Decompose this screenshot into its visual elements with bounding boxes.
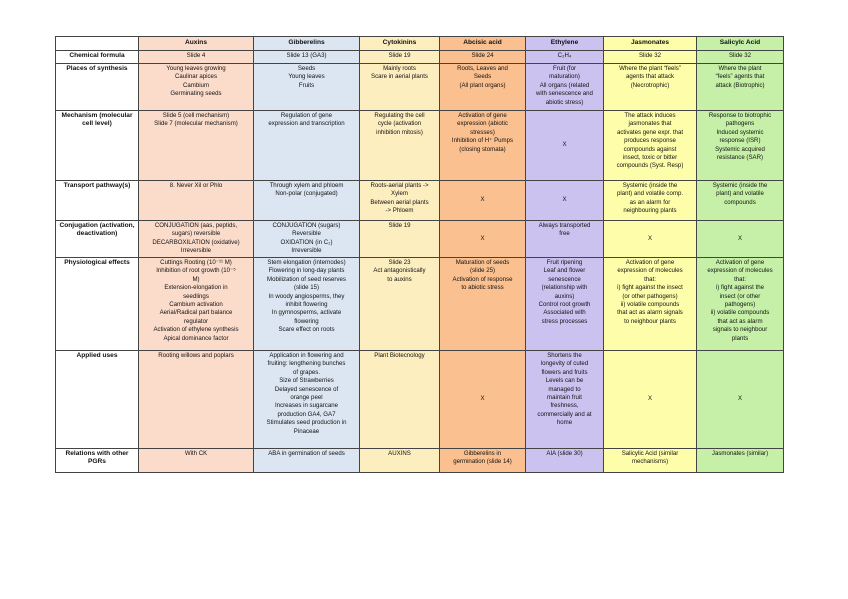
cell-line: In gymnosperms, activate: [271, 309, 342, 317]
cell-line: stresses): [470, 128, 495, 136]
cell-line: of grapes.: [292, 368, 321, 376]
cell-line: Regulation of gene: [280, 112, 333, 119]
table-row: [56, 111, 784, 181]
table-cell: [604, 449, 697, 473]
cell-line: Scare in aerial plants: [371, 73, 428, 81]
cell-line: Roots-aerial plants ->: [370, 182, 429, 189]
cell-line: Salicylic Acid (similar: [621, 450, 679, 457]
cell-line: Activation of response: [452, 275, 513, 283]
cell-line: (slide 15): [293, 284, 320, 292]
cell-line: OXIDATION (in C₂): [280, 238, 333, 246]
cell-line: commercially and at: [537, 410, 592, 418]
cell-line: managed to: [548, 385, 581, 393]
table-cell: [697, 64, 784, 111]
table-cell: [526, 449, 604, 473]
cell-line: All organs (related: [539, 81, 590, 89]
table-row: [56, 221, 784, 258]
row-header: Places of synthesis: [56, 64, 139, 111]
cell-line: that:: [734, 275, 746, 283]
table-cell: [360, 449, 440, 473]
cell-line: Where the plant “feels”: [619, 65, 681, 72]
table-cell: [604, 181, 697, 221]
table-cell: [604, 258, 697, 351]
cell-line: Slide 19: [388, 222, 411, 229]
table-cell: [526, 351, 604, 449]
cell-line: “feels” agents that: [715, 73, 765, 81]
table-cell: [139, 51, 254, 64]
cell-line: Reversible: [292, 230, 321, 238]
cell-line: Systemic (inside the: [622, 182, 678, 189]
cell-line: agents that attack: [625, 73, 675, 81]
cell-line: Delayed senescence of: [274, 385, 339, 393]
table-row: [56, 181, 784, 221]
cell-line: Act antagonistically: [373, 267, 426, 275]
cell-line: Systemic acquired: [715, 145, 765, 153]
cell-line: sugars) reversible: [171, 230, 221, 238]
cell-line: regulator: [183, 317, 209, 325]
cell-line: X: [647, 395, 653, 403]
table-cell: [526, 111, 604, 181]
cell-line: produces response: [624, 137, 676, 145]
table-cell: [139, 258, 254, 351]
cell-line: Caulinar apices: [174, 73, 217, 81]
cell-line: plant) and volatile comp.: [616, 190, 684, 198]
table-cell: [254, 51, 360, 64]
cell-line: Control root growth: [538, 301, 591, 309]
cell-line: expression of molecules: [707, 267, 773, 275]
cell-line: Aerial/Radical part balance: [159, 309, 233, 317]
cell-line: In woody angiosperms, they: [268, 292, 345, 300]
column-header-gibberelins: Gibberelins: [254, 37, 360, 51]
table-cell: [440, 258, 526, 351]
cell-line: Jasmonates (similar): [711, 450, 769, 457]
table-cell: [360, 181, 440, 221]
cell-line: X: [480, 196, 485, 204]
cell-line: Irreversible: [291, 247, 322, 255]
table-cell: [440, 111, 526, 181]
cell-line: Shortens the: [547, 352, 582, 359]
table-row: [56, 351, 784, 449]
table-body: [56, 51, 784, 473]
cell-line: 8. Never Xil or Phlo: [169, 182, 223, 189]
cell-line: inhibit flowering: [285, 301, 328, 309]
table-cell: [440, 221, 526, 258]
cell-line: AUXINS: [388, 450, 411, 457]
cell-line: Cambium: [182, 81, 210, 89]
cell-line: Cuttings Rooting (10⁻¹¹ M): [160, 259, 232, 266]
cell-line: Activation of gene: [625, 259, 675, 266]
table-cell: [360, 64, 440, 111]
corner-cell: [56, 37, 139, 51]
cell-line: pathogens: [725, 120, 755, 128]
cell-line: insect (or other: [719, 292, 761, 300]
cell-line: Extension-elongation in: [164, 284, 228, 292]
cell-line: Fruits: [298, 81, 315, 89]
row-header: Chemical formula: [56, 51, 139, 64]
cell-line: X: [562, 141, 567, 149]
cell-line: that act as alarm signals: [617, 309, 683, 317]
table-cell: [254, 221, 360, 258]
cell-line: Slide 19: [388, 52, 411, 59]
table-cell: [139, 221, 254, 258]
cell-line: X: [562, 196, 567, 204]
cell-line: response (ISR): [719, 137, 761, 145]
cell-line: Seeds: [297, 65, 316, 72]
table-cell: [526, 258, 604, 351]
table-cell: [697, 221, 784, 258]
table-cell: [440, 51, 526, 64]
cell-line: Size of Strawberries: [279, 377, 334, 385]
cell-line: to neighbour plants: [624, 317, 676, 325]
cell-line: Cambium activation: [169, 301, 223, 309]
table-cell: [360, 258, 440, 351]
cell-line: with senescence and: [536, 90, 593, 98]
cell-line: freshness,: [550, 402, 579, 410]
cell-line: Plant Biotecnology: [374, 352, 425, 359]
cell-line: X: [737, 234, 743, 242]
cell-line: i) fight against the insect: [617, 284, 683, 292]
cell-line: Xylem: [391, 190, 408, 198]
table-cell: [254, 64, 360, 111]
cell-line: Activation of ethylene synthesis: [153, 326, 239, 334]
table-cell: [604, 111, 697, 181]
cell-line: activates gene expr. that: [616, 128, 684, 136]
cell-line: Pinaceae: [293, 427, 320, 435]
cell-line: compounds against: [623, 145, 677, 153]
table-cell: [526, 181, 604, 221]
column-header-abcisic-acid: Abcisic acid: [440, 37, 526, 51]
table-cell: [139, 449, 254, 473]
cell-line: (slide 25): [469, 267, 496, 275]
table-cell: [139, 64, 254, 111]
cell-line: C₂H₄: [557, 52, 572, 59]
cell-line: Seeds: [473, 73, 492, 81]
cell-line: Increases in sugarcane: [274, 402, 338, 410]
cell-line: Always transported: [538, 222, 591, 229]
table-cell: [139, 181, 254, 221]
table-cell: [254, 181, 360, 221]
cell-line: Regulating the cell: [374, 112, 425, 119]
table-cell: [360, 51, 440, 64]
cell-line: Application in flowering and: [269, 352, 344, 359]
table-cell: [697, 449, 784, 473]
cell-line: Activation of gene: [458, 112, 507, 119]
cell-line: ii) volatile compounds: [710, 309, 770, 317]
cell-line: maintain fruit: [547, 394, 582, 402]
row-header: Applied uses: [56, 351, 139, 449]
table-cell: [254, 258, 360, 351]
table-cell: [697, 351, 784, 449]
cell-line: that:: [644, 275, 656, 283]
cell-line: pathogens): [724, 301, 756, 309]
column-header-jasmonates: Jasmonates: [604, 37, 697, 51]
table-row: [56, 64, 784, 111]
cell-line: X: [647, 234, 653, 242]
table-cell: [526, 221, 604, 258]
cell-line: orange peel: [290, 394, 323, 402]
row-header: Transport pathway(s): [56, 181, 139, 221]
cell-line: Inhibition of root growth (10⁻⁵: [156, 267, 236, 275]
cell-line: (or other pathogens): [622, 292, 678, 300]
cell-line: DECARBOXILATION (oxidative): [152, 238, 240, 246]
table-cell: [139, 111, 254, 181]
cell-line: mechanisms): [631, 458, 669, 466]
table-row: [56, 449, 784, 473]
cell-line: longevity of cuted: [540, 360, 589, 368]
cell-line: X: [737, 395, 743, 403]
cell-line: Scare effect on roots: [278, 326, 335, 334]
column-header-salicylic-acid: Salicylc Acid: [697, 37, 784, 51]
cell-line: germination (slide 14): [453, 458, 512, 466]
table-cell: [697, 258, 784, 351]
cell-line: Slide 13 (GA3): [286, 52, 327, 59]
cell-line: Germinating seeds: [170, 90, 222, 98]
cell-line: senescence: [548, 275, 581, 283]
cell-line: Through xylem and phloem: [269, 182, 344, 189]
cell-line: Associated with: [543, 309, 586, 317]
cell-line: Slide 4: [186, 52, 206, 59]
cell-line: (All plant organs): [459, 81, 506, 89]
cell-line: production GA4, GA7: [277, 410, 336, 418]
cell-line: Maturation of seeds: [455, 259, 510, 266]
cell-line: Induced systemic: [716, 128, 764, 136]
cell-line: expression (abiotic: [457, 120, 508, 128]
cell-line: Stem elongation (internodes): [267, 259, 346, 266]
table-cell: [440, 64, 526, 111]
cell-line: Systemic (inside the: [712, 182, 768, 189]
cell-line: ii) volatile compounds: [620, 301, 680, 309]
cell-line: cycle (activation: [377, 120, 422, 128]
cell-line: attack (Biotrophic): [715, 81, 765, 89]
table-cell: [697, 181, 784, 221]
cell-line: compounds (Syst. Resp): [616, 162, 684, 170]
cell-line: Fruit (for: [552, 65, 577, 72]
table-cell: [604, 221, 697, 258]
table-cell: [360, 351, 440, 449]
cell-line: flowers and fruits: [541, 368, 588, 376]
row-header: Conjugation (activation, deactivation): [56, 221, 139, 258]
row-header: Relations with other PGRs: [56, 449, 139, 473]
cell-line: Stimulates seed production in: [266, 419, 347, 427]
table-cell: [604, 351, 697, 449]
cell-line: signals to neighbour: [712, 326, 768, 334]
cell-line: home: [556, 419, 573, 427]
cell-line: resistance (SAR): [716, 154, 764, 162]
cell-line: Mobilization of seed reserves: [267, 275, 346, 283]
cell-line: The attack induces: [624, 112, 676, 119]
cell-line: plants: [731, 334, 749, 342]
cell-line: to auxins: [387, 275, 412, 283]
cell-line: i) fight against the: [715, 284, 765, 292]
cell-line: plant) and volatile: [716, 190, 764, 198]
cell-line: Irreversible: [180, 247, 212, 255]
cell-line: Rooting willows and poplars: [158, 352, 234, 359]
cell-line: CONJUGATION (aas, peptids,: [154, 222, 238, 229]
cell-line: to abiotic stress: [461, 284, 504, 292]
cell-line: -> Phloem: [385, 207, 414, 215]
cell-line: M): [192, 275, 200, 283]
cell-line: ABA in germination of seeds: [268, 450, 345, 457]
table-cell: [254, 111, 360, 181]
cell-line: Slide 23: [388, 259, 411, 266]
cell-line: With CK: [184, 450, 208, 457]
cell-line: Activation of gene: [715, 259, 765, 266]
table-row: [56, 51, 784, 64]
row-header: Physiological effects: [56, 258, 139, 351]
cell-line: as an alarm for: [629, 198, 671, 206]
cell-line: expression of molecules: [617, 267, 683, 275]
cell-line: stress processes: [541, 317, 588, 325]
cell-line: Response to biotrophic: [708, 112, 772, 119]
cell-line: fruiting: lengthening bunches: [267, 360, 346, 368]
cell-line: abiotic stress): [545, 98, 584, 106]
cell-line: Inhibition of H⁺ Pumps: [451, 137, 514, 145]
column-header-auxins: Auxins: [139, 37, 254, 51]
table-cell: [526, 51, 604, 64]
table-cell: [604, 64, 697, 111]
cell-line: that act as alarm: [717, 317, 763, 325]
table-cell: [440, 449, 526, 473]
table-cell: [697, 111, 784, 181]
table-cell: [697, 51, 784, 64]
cell-line: Young leaves growing: [166, 65, 226, 72]
cell-line: seedlings: [183, 292, 209, 300]
table-row: [56, 258, 784, 351]
cell-line: (Necrotrophic): [630, 81, 670, 89]
cell-line: maturation): [549, 73, 580, 81]
cell-line: flowering: [294, 317, 319, 325]
cell-line: Gibberelins in: [463, 450, 502, 457]
table-cell: [139, 351, 254, 449]
cell-line: Slide 5 (cell mechanism): [162, 112, 230, 119]
cell-line: Leaf and flower: [543, 267, 586, 275]
table-cell: [254, 351, 360, 449]
cell-line: Levels can be: [545, 377, 584, 385]
cell-line: Slide 24: [471, 52, 494, 59]
cell-line: Young leaves: [288, 73, 325, 81]
cell-line: Slide 7 (molecular mechanism): [154, 120, 238, 128]
table-cell: [360, 221, 440, 258]
column-header-cytokinins: Cytokinins: [360, 37, 440, 51]
cell-line: neighbouring plants: [623, 207, 677, 215]
cell-line: jasmonates that: [628, 120, 672, 128]
cell-line: (closing stomata): [459, 145, 506, 153]
table-cell: [526, 64, 604, 111]
table-cell: [360, 111, 440, 181]
column-header-ethylene: Ethylene: [526, 37, 604, 51]
cell-line: insect, toxic or bitter: [622, 154, 678, 162]
cell-line: Flowering in long-day plants: [268, 267, 345, 275]
cell-line: Roots, Leaves and: [457, 65, 508, 72]
cell-line: auxins): [554, 292, 575, 300]
cell-line: CONJUGATION (sugars): [272, 222, 341, 229]
table-cell: [254, 449, 360, 473]
cell-line: Slide 32: [638, 52, 662, 59]
cell-line: compounds: [724, 198, 756, 206]
cell-line: Slide 32: [728, 52, 752, 59]
cell-line: Between aerial plants: [370, 198, 429, 206]
table-cell: [440, 351, 526, 449]
table-cell: [440, 181, 526, 221]
cell-line: (relationship with: [541, 284, 588, 292]
row-header: Mechanism (molecular cell level): [56, 111, 139, 181]
cell-line: X: [480, 395, 485, 403]
cell-line: Apical dominance factor: [163, 334, 229, 342]
cell-line: Mainly roots: [383, 65, 416, 72]
cell-line: X: [480, 234, 485, 242]
cell-line: Non-polar (conjugated): [275, 190, 338, 198]
table-cell: [604, 51, 697, 64]
cell-line: Where the plant: [718, 65, 762, 72]
cell-line: AIA (slide 30): [546, 450, 583, 457]
pgr-comparison-table: [55, 36, 784, 473]
cell-line: expression and transcription: [268, 120, 345, 128]
cell-line: free: [559, 230, 570, 238]
cell-line: inhibition mitosis): [376, 128, 423, 136]
cell-line: Fruit ripening: [546, 259, 583, 266]
